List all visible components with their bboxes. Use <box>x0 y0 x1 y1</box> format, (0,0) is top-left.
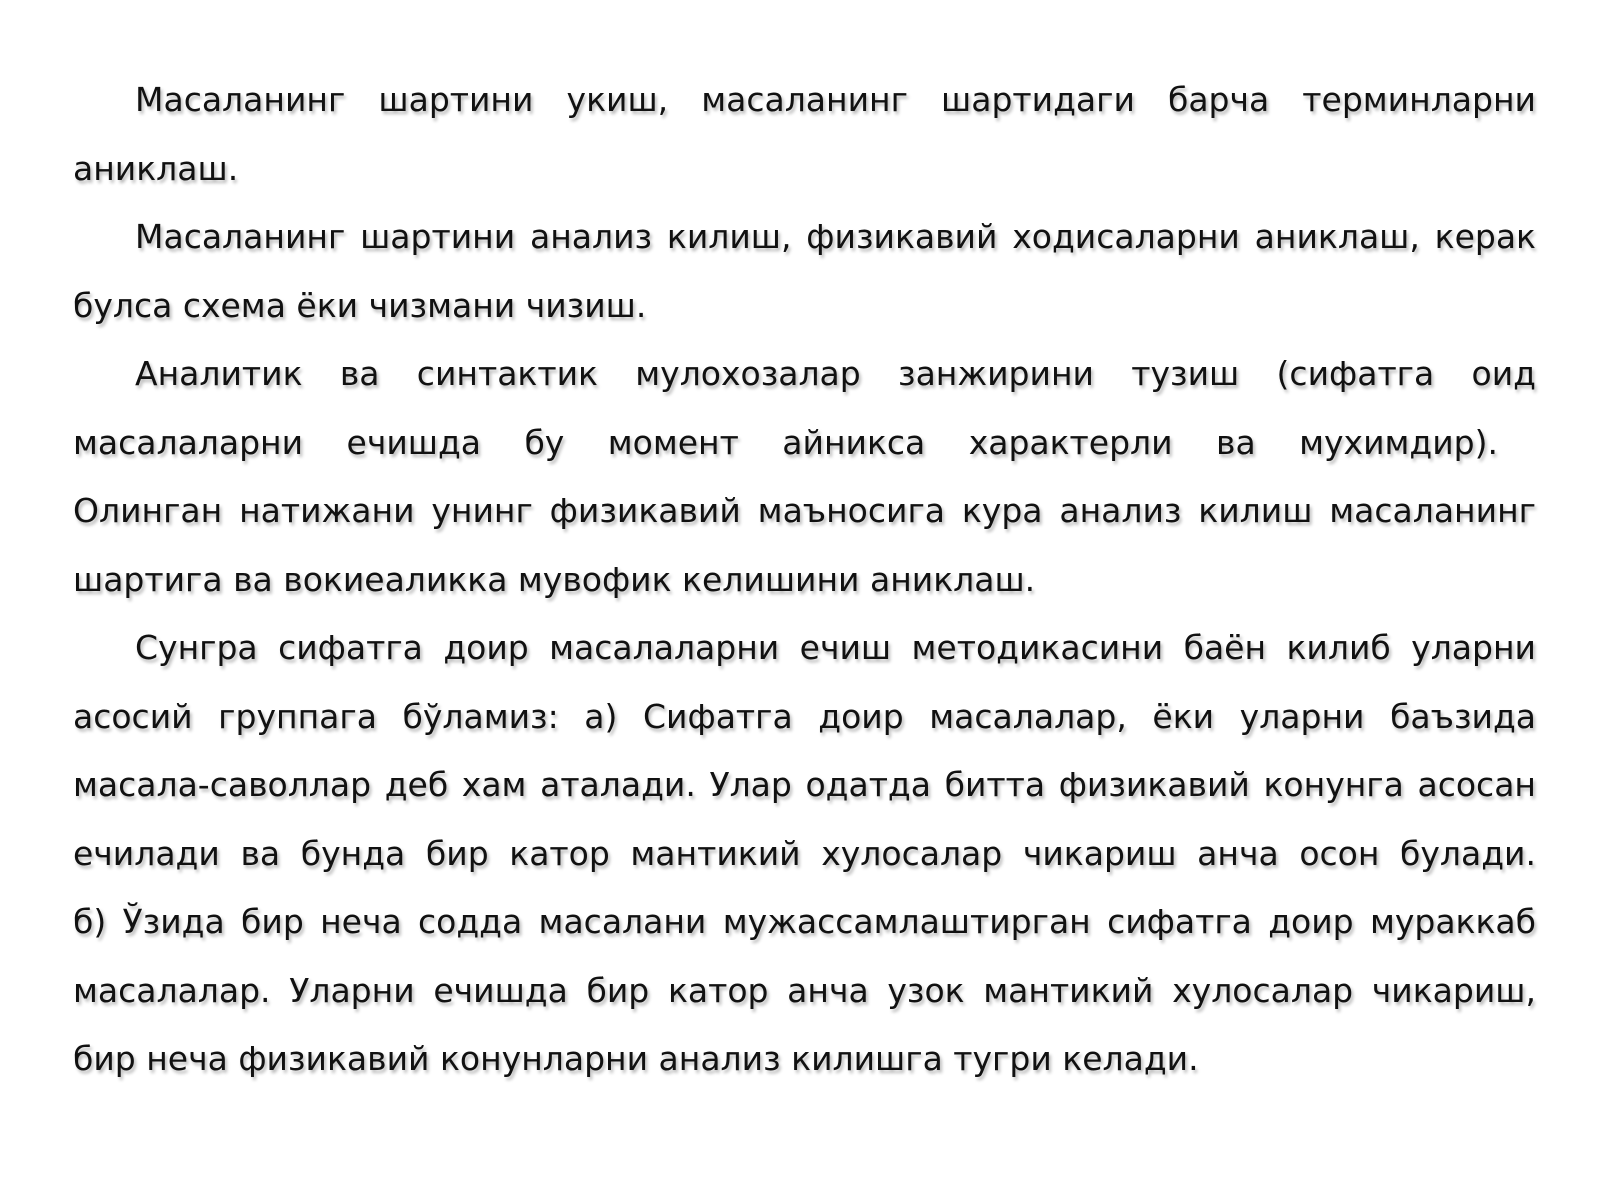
paragraph-line: аниклаш. <box>73 148 239 188</box>
document-body <box>73 66 1536 1094</box>
paragraph-line: ечилади ва бунда бир катор мантикий хулосалар чикариш анча осон булади. <box>73 833 1536 873</box>
paragraph-line: Олинган натижани унинг физикавий маъносига кура анализ килиш масаланинг <box>73 491 1536 530</box>
paragraph-line: масала-саволлар деб хам аталади. Улар одатда битта физикавий конунга асосан <box>73 765 1536 804</box>
paragraph-2 <box>73 203 1536 340</box>
paragraph-line: Сунгра сифатга доир масалаларни ечиш методикасини баён килиб уларни <box>135 628 1536 667</box>
paragraph-line: бир неча физикавий конунларни анализ килишга тугри келади. <box>73 1039 1199 1078</box>
paragraph-line: Масаланинг шартини анализ килиш, физикавий ходисаларни аниклаш, керак <box>135 217 1536 256</box>
paragraph-4 <box>73 614 1536 1094</box>
paragraph-line: асосий группага бўламиз: а) Сифатга доир масалалар, ёки уларни баъзида <box>73 696 1536 736</box>
paragraph-line: шартига ва вокиеаликка мувофик келишини аниклаш. <box>73 559 1036 599</box>
paragraph-1 <box>73 66 1536 203</box>
paragraph-line: Аналитик ва синтактик мулохозалар занжирини тузиш (сифатга оид <box>135 354 1536 393</box>
paragraph-line: масалалар. Уларни ечишда бир катор анча узок мантикий хулосалар чикариш, <box>73 970 1536 1010</box>
paragraph-line: булса схема ёки чизмани чизиш. <box>73 285 647 325</box>
paragraph-line: масалаларни ечишда бу момент айникса характерли ва мухимдир). <box>73 422 1498 462</box>
paragraph-line: б) Ўзида бир неча содда масалани мужассамлаштирган сифатга доир мураккаб <box>73 902 1536 941</box>
paragraph-line: Масаланинг шартини укиш, масаланинг шартидаги барча терминларни <box>135 80 1536 119</box>
paragraph-3 <box>73 340 1536 614</box>
